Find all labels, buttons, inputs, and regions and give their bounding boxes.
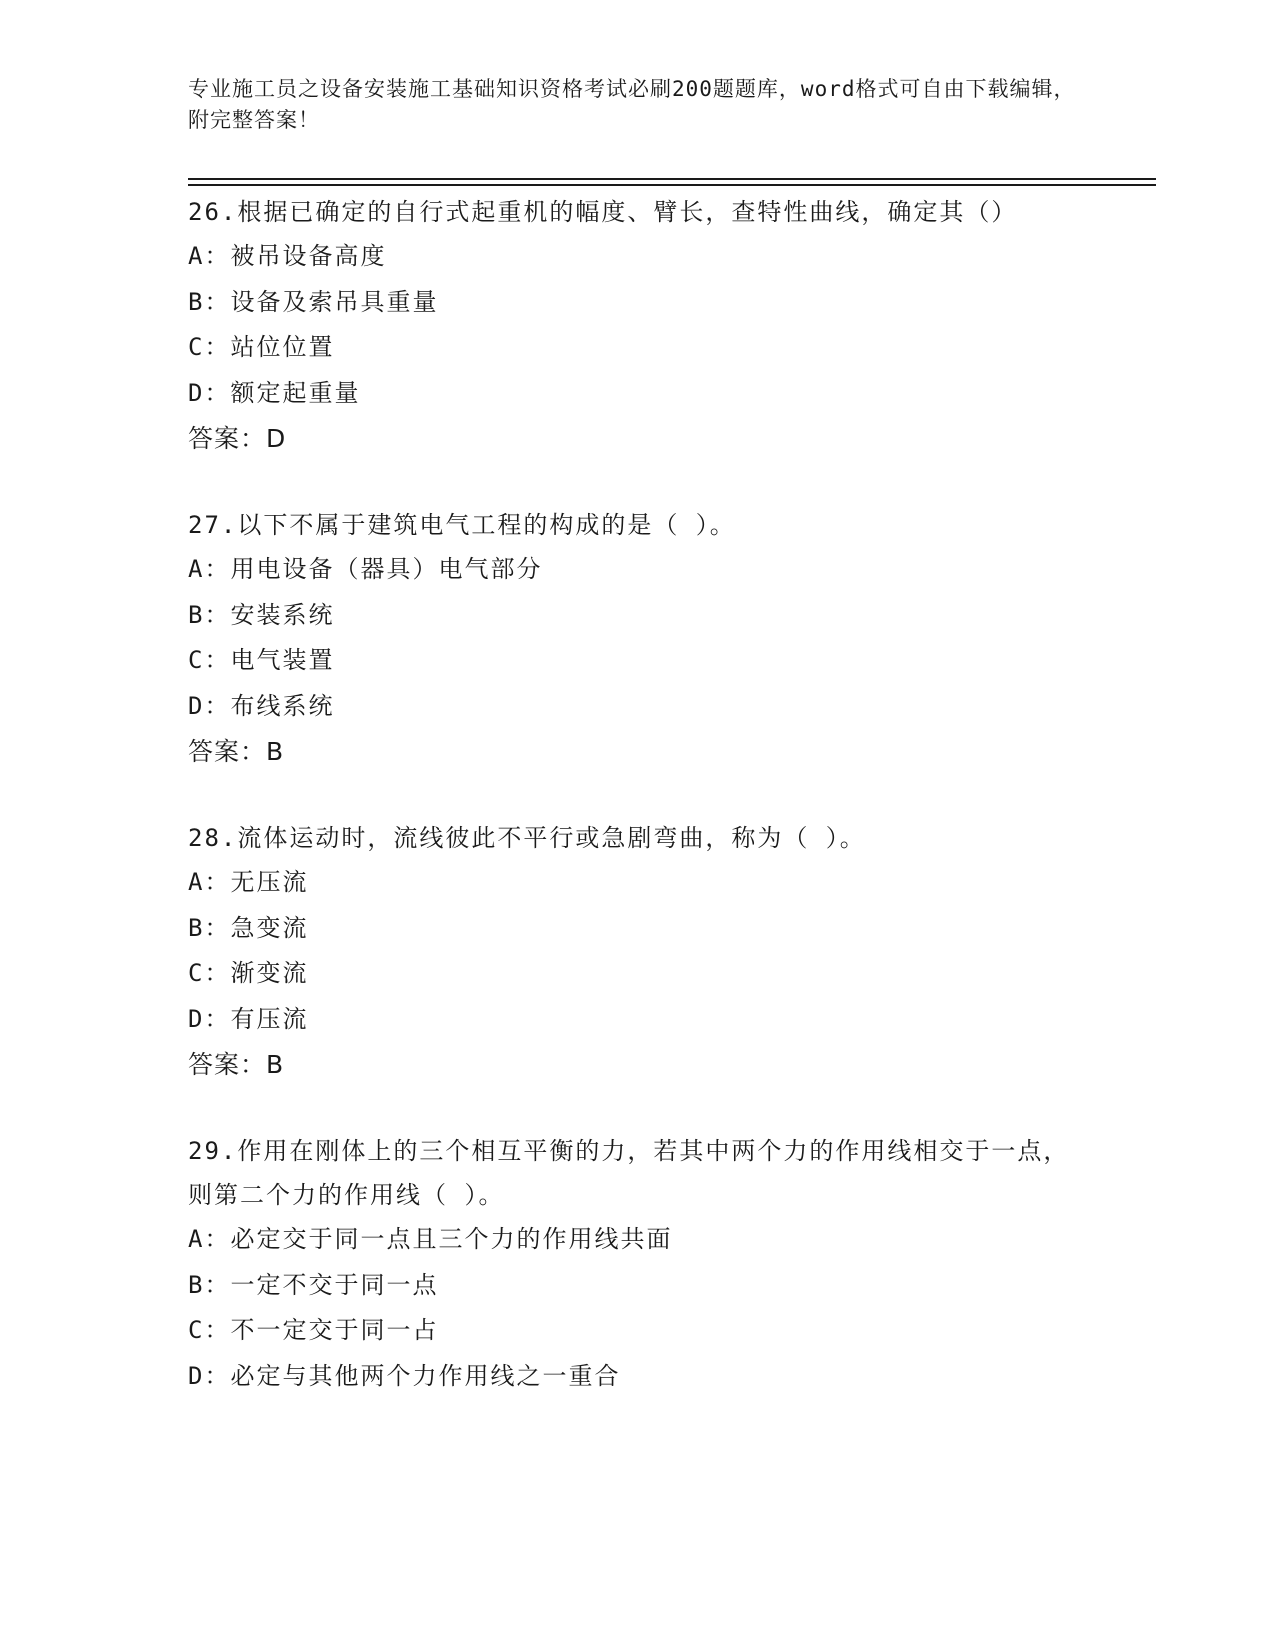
option-b: B：设备及索吊具重量: [188, 287, 439, 316]
question-stem: 28.流体运动时，流线彼此不平行或急剧弯曲，称为（ ）。: [188, 824, 866, 852]
answer-line: 答案：B: [188, 1050, 285, 1079]
question-stem: 27.以下不属于建筑电气工程的构成的是（ ）。: [188, 511, 736, 539]
option-a: A：必定交于同一点且三个力的作用线共面: [188, 1225, 673, 1253]
question-stem: 29.作用在刚体上的三个相互平衡的力，若其中两个力的作用线相交于一点，则第二个力的作用线（ ）。: [188, 1137, 1070, 1209]
question-26: [188, 190, 1088, 461]
option-d: D：额定起重量: [188, 378, 361, 407]
option-c: C：站位位置: [188, 333, 335, 361]
option-a: A：用电设备（器具）电气部分: [188, 555, 543, 583]
header-divider-bottom: [188, 184, 1156, 186]
option-d: D：必定与其他两个力作用线之一重合: [188, 1361, 621, 1390]
option-a: A：无压流: [188, 868, 309, 896]
option-b: B：安装系统: [188, 600, 335, 629]
option-c: C：渐变流: [188, 959, 309, 987]
answer-line: 答案：B: [188, 737, 285, 766]
option-c: C：不一定交于同一占: [188, 1316, 439, 1344]
option-c: C：电气装置: [188, 646, 335, 674]
question-stem: 26.根据已确定的自行式起重机的幅度、臂长，查特性曲线，确定其（）: [188, 198, 1018, 226]
question-28: [188, 816, 1088, 1087]
question-29: [188, 1129, 1088, 1399]
option-d: D：布线系统: [188, 691, 335, 720]
option-d: D：有压流: [188, 1004, 309, 1033]
option-b: B：急变流: [188, 913, 309, 942]
header-divider-top: [188, 178, 1156, 180]
option-a: A：被吊设备高度: [188, 242, 387, 270]
question-27: [188, 503, 1088, 774]
option-b: B：一定不交于同一点: [188, 1270, 439, 1299]
question-list: [188, 190, 1088, 1441]
document-header: 专业施工员之设备安装施工基础知识资格考试必刷200题题库，word格式可自由下载编辑，附完整答案！: [188, 77, 1076, 132]
answer-line: 答案：D: [188, 424, 287, 453]
